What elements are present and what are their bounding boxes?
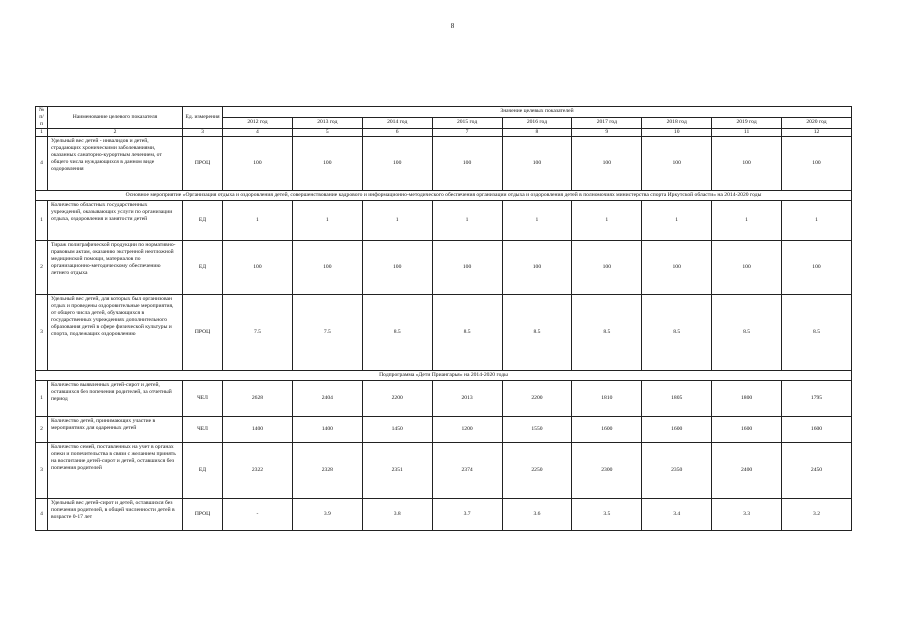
row-value: 100: [712, 136, 782, 190]
column-number: 4: [223, 128, 293, 136]
row-value: 1: [712, 200, 782, 240]
row-value: 8.5: [642, 294, 712, 370]
row-unit: ЕД: [183, 200, 223, 240]
row-value: 100: [712, 240, 782, 294]
row-value: 3.9: [292, 498, 362, 530]
year-header: 2015 год: [432, 117, 502, 128]
row-value: 2628: [223, 380, 293, 416]
column-number: 5: [292, 128, 362, 136]
header-unit: Ед. измерения: [183, 107, 223, 129]
column-number: 11: [712, 128, 782, 136]
column-number: 9: [572, 128, 642, 136]
row-unit: ПРОЦ: [183, 294, 223, 370]
row-value: 3.6: [502, 498, 572, 530]
row-value: 2322: [223, 442, 293, 498]
column-number: 6: [362, 128, 432, 136]
row-value: 7.5: [292, 294, 362, 370]
row-value: 2013: [432, 380, 502, 416]
row-value: 3.7: [432, 498, 502, 530]
section-row: [36, 190, 852, 200]
year-header: 2013 год: [292, 117, 362, 128]
column-numbers-row: [36, 128, 852, 136]
header-row: [36, 107, 852, 118]
row-name: Удельный вес детей-сирот и детей, оставшихся без попечения родителей, в общей численности детей в возрасте 0-17 лет: [48, 498, 183, 530]
row-value: 1600: [782, 416, 852, 442]
row-unit: ЕД: [183, 240, 223, 294]
row-value: 2250: [502, 442, 572, 498]
row-value: 100: [502, 136, 572, 190]
row-value: 8.5: [362, 294, 432, 370]
row-value: 100: [642, 136, 712, 190]
row-value: 1400: [292, 416, 362, 442]
row-value: 2350: [642, 442, 712, 498]
row-value: 8.5: [432, 294, 502, 370]
year-header: 2018 год: [642, 117, 712, 128]
row-value: 1805: [642, 380, 712, 416]
row-number: 3: [36, 294, 48, 370]
year-header: 2017 год: [572, 117, 642, 128]
row-value: 1: [223, 200, 293, 240]
row-name: Удельный вес детей - инвалидов и детей, страдающих хроническими заболеваниями, оказанных санаторно-курортным лечением, от общего числа нуждающихся в данном виде оздоровления: [48, 136, 183, 190]
row-value: 2404: [292, 380, 362, 416]
row-name: Количество семей, поставленных на учет в органах опеки и попечительства в связи с желанием принять на воспитание детей-сирот и детей, оставшихся без попечения родителей: [48, 442, 183, 498]
section-heading-subprogram: Подпрограмма «Дети Приангарья» на 2014-2020 годы: [36, 370, 852, 380]
table-row: [36, 442, 852, 498]
row-value: 1: [502, 200, 572, 240]
row-name: Количество областных государственных учреждений, оказывающих услуги по организации отдыха, оздоровления и занятости детей: [48, 200, 183, 240]
column-number: 10: [642, 128, 712, 136]
row-value: 1600: [712, 416, 782, 442]
year-header: 2012 год: [223, 117, 293, 128]
row-value: 2200: [362, 380, 432, 416]
row-value: 100: [572, 136, 642, 190]
target-indicators-table: [35, 106, 852, 531]
column-number: 8: [502, 128, 572, 136]
row-value: 100: [223, 136, 293, 190]
row-value: 1: [292, 200, 362, 240]
table-row: [36, 200, 852, 240]
row-unit: ЧЕЛ: [183, 416, 223, 442]
row-value: 8.5: [712, 294, 782, 370]
row-value: 1: [642, 200, 712, 240]
row-value: 100: [642, 240, 712, 294]
row-name: Удельный вес детей, для которых был организован отдых и проведены оздоровительные мероприятия, от общего числа детей, обучающихся в государственных учреждениях дополнительного образования детей в сфере физической культуры и спорта, подлежащих оздоровлению: [48, 294, 183, 370]
row-number: 2: [36, 416, 48, 442]
row-name: Тираж полиграфической продукции по нормативно-правовым актам, оказанию экстренной неотложной медицинской помощи, материалов по организационно-методическому обеспечению летнего отдыха: [48, 240, 183, 294]
row-number: 4: [36, 498, 48, 530]
row-value: 1810: [572, 380, 642, 416]
row-value: 3.2: [782, 498, 852, 530]
row-value: 1: [362, 200, 432, 240]
column-number: 7: [432, 128, 502, 136]
page-number: 8: [450, 22, 455, 30]
row-value: 1600: [572, 416, 642, 442]
table-row: [36, 136, 852, 190]
row-value: 1795: [782, 380, 852, 416]
year-header: 2019 год: [712, 117, 782, 128]
row-unit: ПРОЦ: [183, 136, 223, 190]
section-heading-organization: Основное мероприятие «Организация отдыха и оздоровления детей, совершенствование кадрового и информационно-методического обеспечения организации отдыха и оздоровления детей в полномочиях министерства спорта Иркутской области» на 2014-2020 годы: [36, 190, 852, 200]
row-unit: ПРОЦ: [183, 498, 223, 530]
row-value: 100: [362, 240, 432, 294]
row-value: 2450: [782, 442, 852, 498]
row-number: 3: [36, 442, 48, 498]
header-name: Наименование целевого показателя: [48, 107, 183, 129]
year-header: 2016 год: [502, 117, 572, 128]
row-value: 1400: [223, 416, 293, 442]
row-value: 2328: [292, 442, 362, 498]
row-value: 100: [782, 240, 852, 294]
row-value: 7.5: [223, 294, 293, 370]
row-value: 100: [432, 240, 502, 294]
row-value: 3.4: [642, 498, 712, 530]
row-value: 1600: [642, 416, 712, 442]
row-value: 1: [572, 200, 642, 240]
row-value: -: [223, 498, 293, 530]
row-value: 100: [362, 136, 432, 190]
section-row: [36, 370, 852, 380]
row-value: 2400: [712, 442, 782, 498]
column-number: 12: [782, 128, 852, 136]
year-header: 2014 год: [362, 117, 432, 128]
row-unit: ЕД: [183, 442, 223, 498]
row-value: 1200: [432, 416, 502, 442]
row-value: 2351: [362, 442, 432, 498]
row-value: 100: [572, 240, 642, 294]
year-header: 2020 год: [782, 117, 852, 128]
header-values-group: Значение целевых показателей: [223, 107, 852, 118]
table-row: [36, 240, 852, 294]
row-value: 1: [782, 200, 852, 240]
row-value: 8.5: [782, 294, 852, 370]
table-row: [36, 380, 852, 416]
row-value: 8.5: [572, 294, 642, 370]
row-value: 1: [432, 200, 502, 240]
row-value: 2200: [502, 380, 572, 416]
row-value: 100: [223, 240, 293, 294]
table-row: [36, 294, 852, 370]
row-value: 1800: [712, 380, 782, 416]
row-value: 3.8: [362, 498, 432, 530]
row-value: 100: [502, 240, 572, 294]
row-number: 1: [36, 380, 48, 416]
row-value: 2374: [432, 442, 502, 498]
row-name: Количество детей, принимающих участие в мероприятиях для одаренных детей: [48, 416, 183, 442]
row-unit: ЧЕЛ: [183, 380, 223, 416]
row-value: 1550: [502, 416, 572, 442]
row-value: 100: [782, 136, 852, 190]
row-number: 1: [36, 200, 48, 240]
table-row: [36, 416, 852, 442]
row-value: 1450: [362, 416, 432, 442]
row-value: 100: [292, 240, 362, 294]
header-num: № п/п: [36, 107, 48, 129]
row-value: 2300: [572, 442, 642, 498]
row-number: 4: [36, 136, 48, 190]
row-value: 100: [432, 136, 502, 190]
row-number: 2: [36, 240, 48, 294]
row-value: 3.3: [712, 498, 782, 530]
column-number: 3: [183, 128, 223, 136]
row-name: Количество выявленных детей-сирот и детей, оставшихся без попечения родителей, за отчетный период: [48, 380, 183, 416]
table-row: [36, 498, 852, 530]
column-number: 2: [48, 128, 183, 136]
column-number: 1: [36, 128, 48, 136]
row-value: 3.5: [572, 498, 642, 530]
row-value: 100: [292, 136, 362, 190]
row-value: 8.5: [502, 294, 572, 370]
